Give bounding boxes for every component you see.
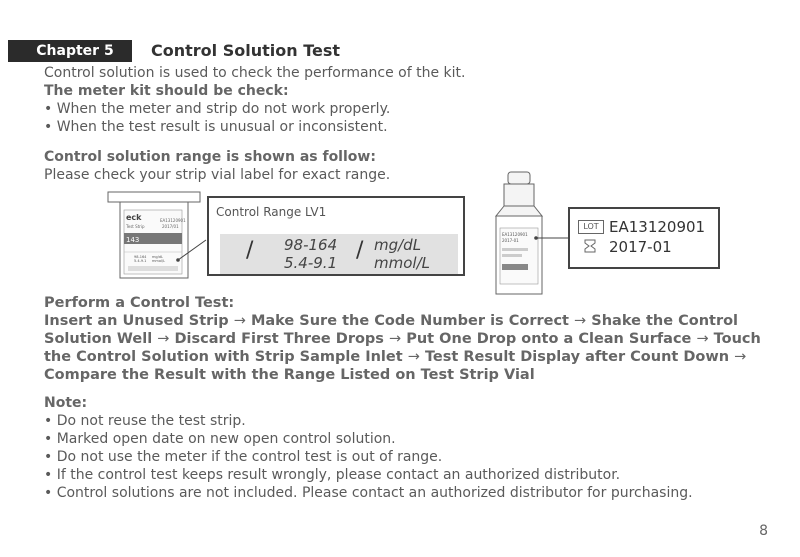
arrow-icon: →: [389, 331, 402, 347]
range-subtext: Please check your strip vial label for exact range.: [44, 167, 391, 183]
perform-heading: Perform a Control Test:: [44, 295, 235, 311]
arrow-icon: →: [233, 313, 246, 329]
vial-unit-mgdl: mg/dL: [152, 255, 163, 259]
note-item: • Do not use the meter if the control test is out of range.: [44, 448, 442, 466]
step: Test Result Display after Count Down: [424, 349, 730, 365]
chapter-tag: Chapter 5: [8, 40, 132, 62]
arrow-icon: →: [734, 349, 747, 365]
bottle-lot: EA13120901: [502, 232, 528, 237]
vial-strip-label: Test Strip: [126, 224, 145, 229]
note-item: • Do not reuse the test strip.: [44, 412, 246, 430]
arrow-icon: →: [574, 313, 587, 329]
arrow-icon: →: [407, 349, 420, 365]
lot-number: EA13120901: [609, 218, 706, 236]
step: Shake the Control Solution Well: [44, 313, 739, 347]
arrow-icon: →: [157, 331, 170, 347]
unit-mgdl: mg/dL: [374, 236, 422, 254]
note-item: • Control solutions are not included. Please contact an authorized distributor for purchasing.: [44, 484, 693, 502]
chapter-title: Control Solution Test: [151, 41, 340, 60]
vial-code: 143: [126, 236, 140, 244]
range-mgdl: 98-164: [284, 236, 338, 254]
slash-icon: /: [246, 238, 254, 263]
control-range-label: Control Range LV1: [216, 205, 327, 219]
step: Insert an Unused Strip: [44, 313, 229, 329]
hourglass-icon: [582, 238, 598, 254]
vial-date: 2017/01: [162, 224, 179, 229]
vial-brand: eck: [126, 213, 142, 222]
step: Touch the Control Solution with Strip Sample Inlet: [44, 331, 761, 365]
intro-text: Control solution is used to check the performance of the kit.: [44, 65, 466, 81]
step: Make Sure the Code Number is Correct: [250, 313, 569, 329]
note-heading: Note:: [44, 395, 88, 411]
strip-vial-illustration: [100, 190, 210, 280]
vial-range-mgdl: 98-164: [134, 255, 147, 259]
arrow-icon: →: [696, 331, 709, 347]
step: Compare the Result with the Range Listed on Test Strip Vial: [44, 367, 535, 383]
note-item: • Marked open date on new open control solution.: [44, 430, 396, 448]
step: Put One Drop onto a Clean Surface: [406, 331, 692, 347]
slash-icon: /: [356, 238, 364, 263]
unit-mmol: mmol/L: [374, 254, 430, 272]
vial-lot: EA13120901: [160, 218, 186, 223]
page-number: 8: [759, 523, 768, 539]
lot-symbol-icon: LOT: [578, 220, 604, 234]
expiry-date: 2017-01: [609, 238, 672, 256]
check-heading: The meter kit should be check:: [44, 83, 289, 99]
note-item: • If the control test keeps result wrongly, please contact an authorized distributor.: [44, 466, 620, 484]
vial-unit-mmol: mmol/L: [152, 259, 166, 263]
bottle-date: 2017-01: [502, 238, 519, 243]
control-solution-bottle: [488, 168, 570, 296]
range-heading: Control solution range is shown as follow:: [44, 149, 376, 165]
check-item: • When the test result is unusual or inconsistent.: [44, 118, 388, 136]
vial-range-mmol: 5.4-9.1: [134, 259, 147, 263]
step: Discard First Three Drops: [174, 331, 384, 347]
range-mmol: 5.4-9.1: [284, 254, 338, 272]
test-steps: [44, 312, 784, 384]
check-item: • When the meter and strip do not work properly.: [44, 100, 390, 118]
